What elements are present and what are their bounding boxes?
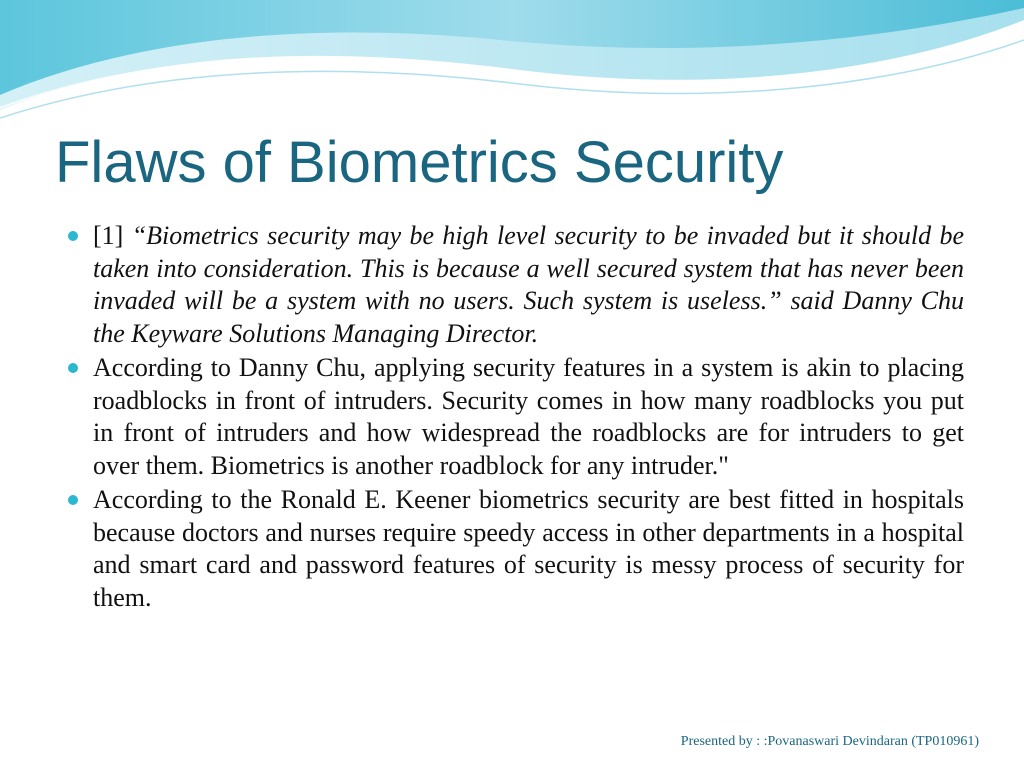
bullet-dot-icon	[68, 363, 78, 373]
bullet-dot-icon	[68, 495, 78, 505]
presenter-footer: Presented by : :Povanaswari Devindaran (TP010961)	[680, 734, 979, 749]
bullet-dot-icon	[68, 231, 78, 241]
bullet-list	[68, 220, 964, 616]
bullet-text: According to Danny Chu, applying security features in a system is akin to placing roadblocks in front of intruders. Security comes in how many roadblocks you put in front of intruders and how widespread the roadblocks are for intruders to get over them. Biometrics is another roadblock for any intruder."	[93, 353, 964, 480]
bullet-item	[68, 220, 964, 350]
bullet-item	[68, 352, 964, 482]
bullet-text: According to the Ronald E. Keener biometrics security are best fitted in hospitals because doctors and nurses require speedy access in other departments in a hospital and smart card and password features of security is messy process of security for them.	[93, 485, 964, 612]
bullet-quote: “Biometrics security may be high level security to be invaded but it should be taken into consideration. This is because a well secured system that has never been invaded will be a system with no users. Such system is useless.” said Danny Chu the Keyware Solutions Managing Director.	[93, 221, 964, 348]
reference-label: [1]	[93, 221, 132, 250]
bullet-item	[68, 484, 964, 614]
header-wave-decoration	[0, 0, 1024, 140]
slide-title: Flaws of Biometrics Security	[55, 130, 784, 195]
